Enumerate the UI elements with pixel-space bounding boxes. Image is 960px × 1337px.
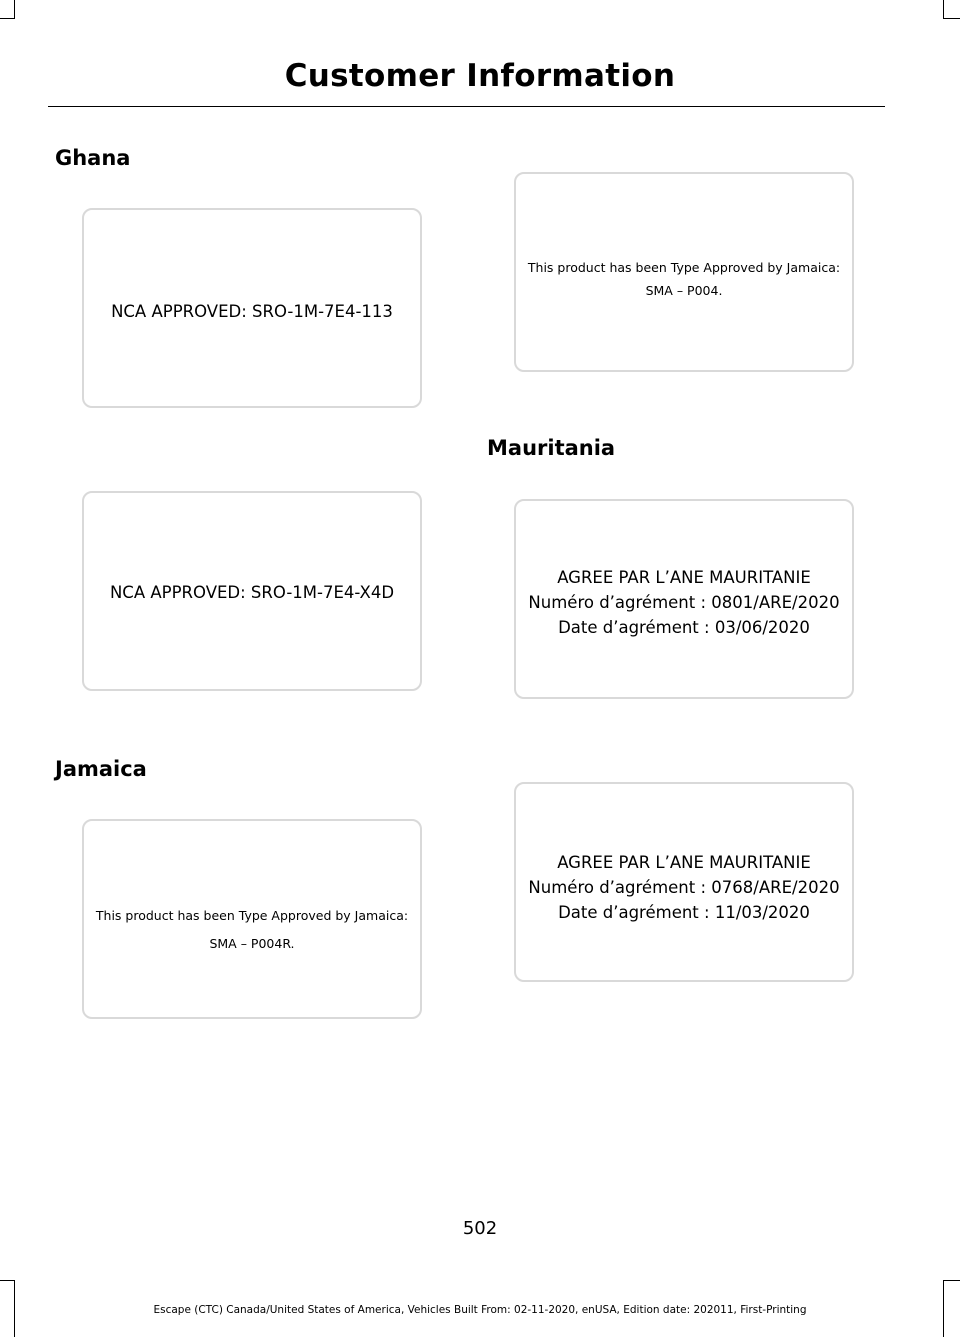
crop-mark-top-right-h <box>943 18 960 19</box>
approval-label-text-line-3: Date d’agrément : 03/06/2020 <box>558 618 810 637</box>
approval-label-text-line-1: AGREE PAR L’ANE MAURITANIE <box>557 568 811 587</box>
section-heading-mauritania: Mauritania <box>487 436 616 460</box>
footer-edition-info: Escape (CTC) Canada/United States of America, Vehicles Built From: 02-11-2020, enUSA, Edition date: 202011, First-Printing <box>153 1304 807 1316</box>
approval-label-text-line-1: This product has been Type Approved by Jamaica: <box>95 908 409 923</box>
approval-label-text-line-2: SMA – P004. <box>645 283 723 298</box>
title-divider <box>48 106 885 107</box>
crop-mark-bottom-right-h <box>943 1280 960 1281</box>
approval-label-text: NCA APPROVED: SRO-1M-7E4-113 <box>111 302 393 321</box>
section-heading-jamaica: Jamaica <box>55 757 147 781</box>
approval-label-text-line-2: Numéro d’agrément : 0801/ARE/2020 <box>528 593 840 612</box>
approval-label-mauritania-1 <box>514 499 854 699</box>
approval-label-text-line-1: This product has been Type Approved by Jamaica: <box>527 260 841 275</box>
approval-label-text-line-3: Date d’agrément : 11/03/2020 <box>558 903 810 922</box>
approval-label-ghana-1 <box>82 208 422 408</box>
approval-label-text-line-2: Numéro d’agrément : 0768/ARE/2020 <box>528 878 840 897</box>
crop-mark-top-right-v <box>943 0 944 18</box>
crop-mark-top-left-h <box>0 18 15 19</box>
approval-label-text: NCA APPROVED: SRO-1M-7E4-X4D <box>109 583 395 602</box>
approval-label-ghana-2 <box>82 491 422 691</box>
crop-mark-top-left-v <box>14 0 15 18</box>
crop-mark-bottom-left-h <box>0 1280 15 1281</box>
page-title: Customer Information <box>284 58 676 94</box>
approval-label-jamaica-2 <box>514 172 854 372</box>
approval-label-jamaica-1 <box>82 819 422 1019</box>
approval-label-text-line-2: SMA – P004R. <box>209 936 295 951</box>
approval-label-text-line-1: AGREE PAR L’ANE MAURITANIE <box>557 853 811 872</box>
approval-label-mauritania-2 <box>514 782 854 982</box>
page-number: 502 <box>462 1218 498 1239</box>
section-heading-ghana: Ghana <box>55 146 131 170</box>
